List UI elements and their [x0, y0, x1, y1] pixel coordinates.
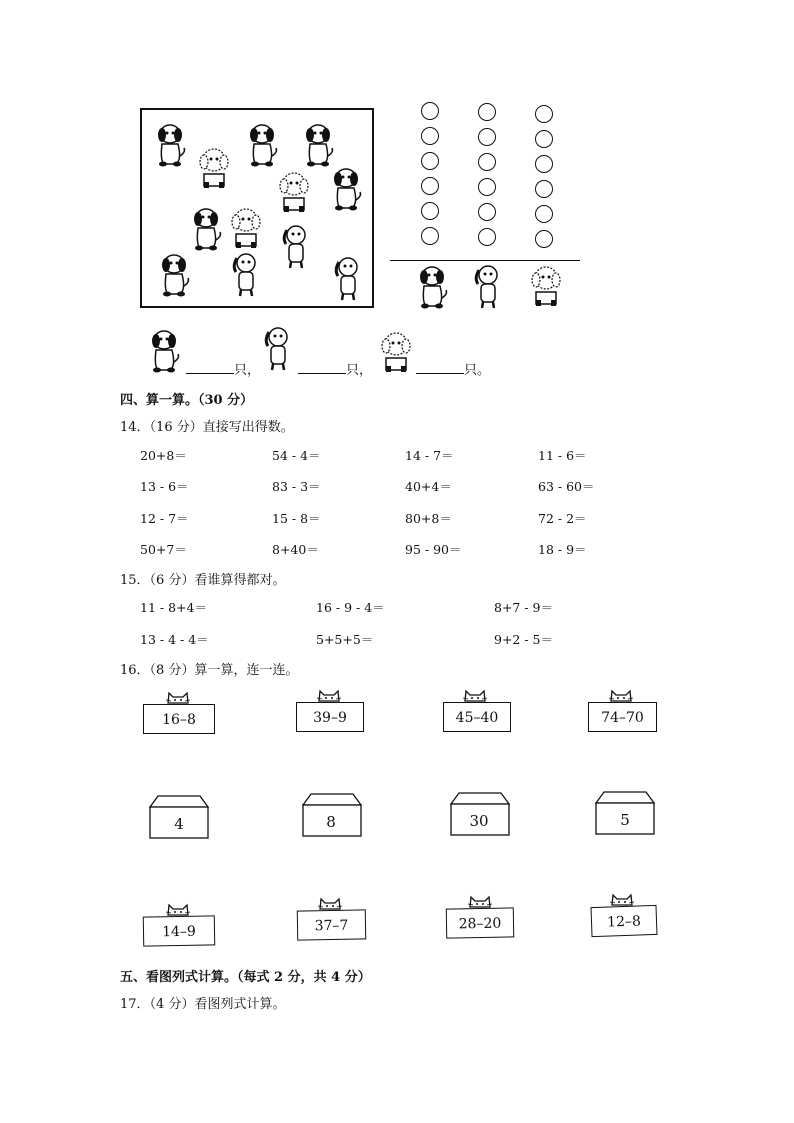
- cat-head-icon: [318, 896, 342, 910]
- fluffy-dog-icon: [274, 170, 314, 216]
- cat-head-icon: [317, 688, 341, 702]
- expression: 11 - 8+4＝: [140, 600, 207, 615]
- sitting-dog-icon: [412, 264, 452, 310]
- expression-card[interactable]: 74–70: [588, 702, 657, 732]
- answer-house[interactable]: 4: [149, 795, 209, 839]
- q17-title: 17．（4 分）看图列式计算。: [120, 997, 286, 1012]
- expression: 16 - 9 - 4＝: [316, 600, 385, 615]
- expression: 95 - 90＝: [405, 542, 462, 557]
- answer-house[interactable]: 8: [302, 793, 360, 837]
- tally-circle: [535, 155, 553, 173]
- cat-head-icon: [468, 894, 492, 908]
- q14-title: 14．（16 分）直接写出得数。: [120, 420, 294, 435]
- tally-circle: [478, 128, 496, 146]
- expression-card[interactable]: 37–7: [297, 909, 367, 940]
- fluffy-dog-icon: [376, 330, 416, 376]
- cat-head-icon: [463, 688, 487, 702]
- standing-dog-icon: [226, 252, 266, 298]
- section5-title: 五、看图列式计算。（每式 2 分，共 4 分）: [120, 970, 371, 985]
- expression: 80+8＝: [405, 511, 452, 526]
- dog-picture-box: [140, 108, 374, 308]
- tally-circle: [535, 105, 553, 123]
- sitting-dog-icon: [144, 328, 184, 374]
- expression: 40+4＝: [405, 479, 452, 494]
- sitting-dog-icon: [186, 206, 226, 252]
- cat-head-icon: [610, 892, 634, 906]
- expression: 18 - 9＝: [538, 542, 587, 557]
- tally-circle: [421, 102, 439, 120]
- answer-house[interactable]: 30: [450, 792, 508, 836]
- cat-head-icon: [609, 688, 633, 702]
- sitting-dog-icon: [326, 166, 366, 212]
- sitting-dog-icon: [298, 122, 338, 168]
- expression-card[interactable]: 16–8: [143, 704, 215, 734]
- expression-card[interactable]: 28–20: [446, 907, 515, 938]
- q15-title: 15．（6 分）看谁算得都对。: [120, 573, 286, 588]
- sitting-dog-icon: [154, 252, 194, 298]
- standing-dog-icon: [328, 256, 368, 302]
- expression: 50+7＝: [140, 542, 187, 557]
- expression: 20+8＝: [140, 448, 187, 463]
- sitting-dog-icon: [242, 122, 282, 168]
- expression: 5+5+5＝: [316, 632, 374, 647]
- expression: 83 - 3＝: [272, 479, 321, 494]
- tally-circle: [421, 127, 439, 145]
- cat-head-icon: [166, 902, 190, 916]
- expression: 63 - 60＝: [538, 479, 595, 494]
- expression: 14 - 7＝: [405, 448, 454, 463]
- expression: 9+2 - 5＝: [494, 632, 554, 647]
- sitting-dog-icon: [150, 122, 190, 168]
- tally-circle: [478, 228, 496, 246]
- standing-dog-icon: [276, 224, 316, 270]
- tally-circle: [421, 177, 439, 195]
- section4-title: 四、算一算。（30 分）: [120, 393, 254, 408]
- fluffy-dog-icon: [194, 146, 234, 192]
- fluffy-dog-icon: [526, 264, 566, 310]
- dog-count-answer-line: 只， 只， 只。: [140, 326, 640, 376]
- tally-circle: [421, 227, 439, 245]
- expression-card[interactable]: 45–40: [443, 702, 511, 732]
- answer-house[interactable]: 5: [595, 791, 655, 835]
- tally-circle: [478, 153, 496, 171]
- standing-dog-icon: [468, 264, 508, 310]
- expression-card[interactable]: 14–9: [143, 915, 216, 946]
- tally-circle: [478, 103, 496, 121]
- tally-baseline: [390, 260, 580, 261]
- expression: 8+7 - 9＝: [494, 600, 554, 615]
- tally-circle: [478, 178, 496, 196]
- answer-blank[interactable]: [416, 361, 464, 374]
- standing-dog-icon: [258, 326, 298, 372]
- expression: 8+40＝: [272, 542, 319, 557]
- expression: 72 - 2＝: [538, 511, 587, 526]
- expression: 13 - 6＝: [140, 479, 189, 494]
- q16-title: 16．（8 分）算一算，连一连。: [120, 663, 299, 678]
- expression-card[interactable]: 39–9: [296, 702, 364, 732]
- expression: 13 - 4 - 4＝: [140, 632, 209, 647]
- fluffy-dog-icon: [226, 206, 266, 252]
- tally-circle: [535, 130, 553, 148]
- tally-circle: [535, 180, 553, 198]
- expression: 11 - 6＝: [538, 448, 587, 463]
- tally-circle: [421, 152, 439, 170]
- tally-circle: [478, 203, 496, 221]
- tally-circle: [535, 205, 553, 223]
- expression: 15 - 8＝: [272, 511, 321, 526]
- answer-blank[interactable]: [186, 361, 234, 374]
- expression: 54 - 4＝: [272, 448, 321, 463]
- expression-card[interactable]: 12–8: [590, 905, 657, 937]
- cat-head-icon: [166, 690, 190, 704]
- tally-circle: [535, 230, 553, 248]
- expression: 12 - 7＝: [140, 511, 189, 526]
- tally-circle: [421, 202, 439, 220]
- answer-blank[interactable]: [298, 361, 346, 374]
